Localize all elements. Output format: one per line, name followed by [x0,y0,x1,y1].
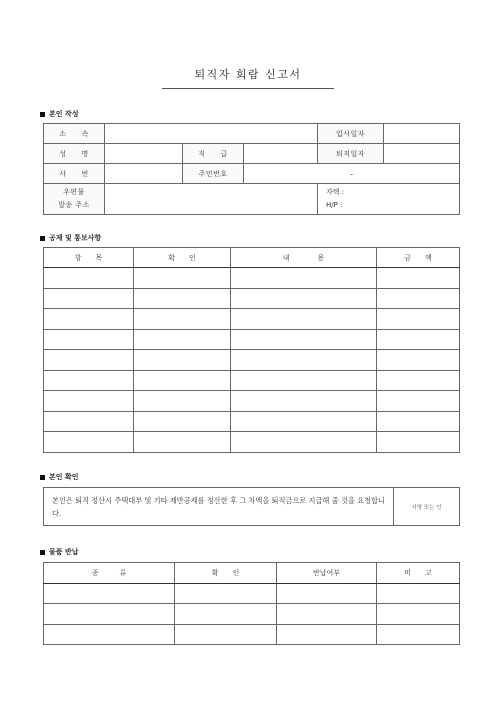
deduction-col-item: 항 목 [44,248,134,268]
deduction-row [44,329,460,350]
table-cell[interactable] [44,391,134,412]
table-cell[interactable] [231,329,377,350]
table-cell[interactable] [231,309,377,330]
hire-date-label: 입사일자 [318,124,384,144]
table-cell[interactable] [377,583,460,604]
table-cell[interactable] [231,370,377,391]
table-cell[interactable] [377,350,460,371]
table-cell[interactable] [134,309,231,330]
deduction-col-content: 내 용 [231,248,377,268]
table-cell[interactable] [377,268,460,289]
return-col-status: 반납여부 [277,563,377,584]
table-cell[interactable] [134,268,231,289]
table-cell[interactable] [377,391,460,412]
return-items-table [43,562,460,645]
deduction-row [44,350,460,371]
resident-no-label: 주민번호 [183,164,244,184]
postal-label-line2: 발송 주소 [58,201,90,209]
deduction-col-confirm: 확 인 [134,248,231,268]
confirm-statement: 본인은 퇴직 정산시 주택대부 및 기타 제반공제를 정산한 후 그 차액을 퇴직금으로 지급해 줄 것을 요청합니다. [44,488,394,526]
deduction-col-amount: 금 액 [377,248,460,268]
section-return-title: 물품 반납 [49,548,79,556]
square-bullet-icon [40,112,45,117]
table-cell[interactable] [231,350,377,371]
table-cell[interactable] [231,391,377,412]
table-cell[interactable] [134,288,231,309]
table-cell[interactable] [175,604,277,625]
table-cell[interactable] [134,350,231,371]
table-cell[interactable] [377,411,460,432]
home-phone-label: 자택 : [326,188,345,196]
table-cell[interactable] [44,370,134,391]
table-cell[interactable] [175,624,277,645]
return-row [44,583,460,604]
section-confirm-title: 본인 확인 [49,473,79,481]
affiliation-field[interactable] [105,124,318,144]
postal-label-line1: 우편물 [63,188,85,196]
table-cell[interactable] [231,432,377,453]
section-personal-header [40,109,79,119]
table-cell[interactable] [134,432,231,453]
table-cell[interactable] [44,309,134,330]
table-cell[interactable] [277,624,377,645]
name-label: 성 명 [44,144,105,164]
deduction-header-row [44,248,460,268]
table-cell[interactable] [134,370,231,391]
section-confirm-header [40,472,79,482]
contact-field[interactable] [318,184,460,215]
deduction-row [44,411,460,432]
return-header-row [44,563,460,584]
return-col-type: 종 류 [44,563,175,584]
deduction-row [44,288,460,309]
deduction-row [44,432,460,453]
table-cell[interactable] [277,604,377,625]
employee-no-label: 사 번 [44,164,105,184]
deduction-row [44,309,460,330]
section-deduction-title: 공제 및 통보사항 [49,234,102,242]
return-row [44,624,460,645]
confirm-table [43,487,460,526]
table-cell[interactable] [44,604,175,625]
table-cell[interactable] [175,583,277,604]
mobile-label: H/P : [326,201,343,209]
hire-date-field[interactable] [384,124,460,144]
table-cell[interactable] [44,411,134,432]
section-deduction-header [40,233,101,243]
table-cell[interactable] [44,350,134,371]
table-cell[interactable] [134,391,231,412]
table-cell[interactable] [377,329,460,350]
square-bullet-icon [40,550,45,555]
position-field[interactable] [244,144,318,164]
table-cell[interactable] [377,309,460,330]
square-bullet-icon [40,236,45,241]
postal-address-field[interactable] [105,184,318,215]
return-col-note: 비 고 [377,563,460,584]
postal-address-label [44,184,105,215]
position-label: 직 급 [183,144,244,164]
table-cell[interactable] [277,583,377,604]
deduction-row [44,391,460,412]
name-field[interactable] [105,144,183,164]
table-cell[interactable] [377,624,460,645]
deduction-table [43,247,460,453]
return-col-confirm: 확 인 [175,563,277,584]
table-cell[interactable] [44,288,134,309]
table-cell[interactable] [231,288,377,309]
return-row [44,604,460,625]
retire-date-field[interactable] [384,144,460,164]
signature-field[interactable]: 서명 또는 인 [394,488,460,526]
table-cell[interactable] [44,432,134,453]
table-cell[interactable] [377,604,460,625]
table-cell[interactable] [377,370,460,391]
deduction-row [44,268,460,289]
table-cell[interactable] [377,288,460,309]
page-title: 퇴직자 회람 신고서 [162,66,334,89]
table-cell[interactable] [44,268,134,289]
employee-no-field[interactable] [105,164,183,184]
table-cell[interactable] [231,268,377,289]
table-cell[interactable] [377,432,460,453]
table-cell[interactable] [44,583,175,604]
retire-date-label: 퇴직일자 [318,144,384,164]
table-cell[interactable] [231,411,377,432]
personal-info-grid [43,123,460,215]
square-bullet-icon [40,475,45,480]
section-personal-title: 본인 작성 [49,110,79,118]
table-cell[interactable] [44,624,175,645]
deduction-row [44,370,460,391]
section-return-header [40,547,79,557]
table-cell[interactable] [134,329,231,350]
table-cell[interactable] [134,411,231,432]
resident-no-field[interactable]: – [244,164,460,184]
table-cell[interactable] [44,329,134,350]
affiliation-label: 소 속 [44,124,105,144]
